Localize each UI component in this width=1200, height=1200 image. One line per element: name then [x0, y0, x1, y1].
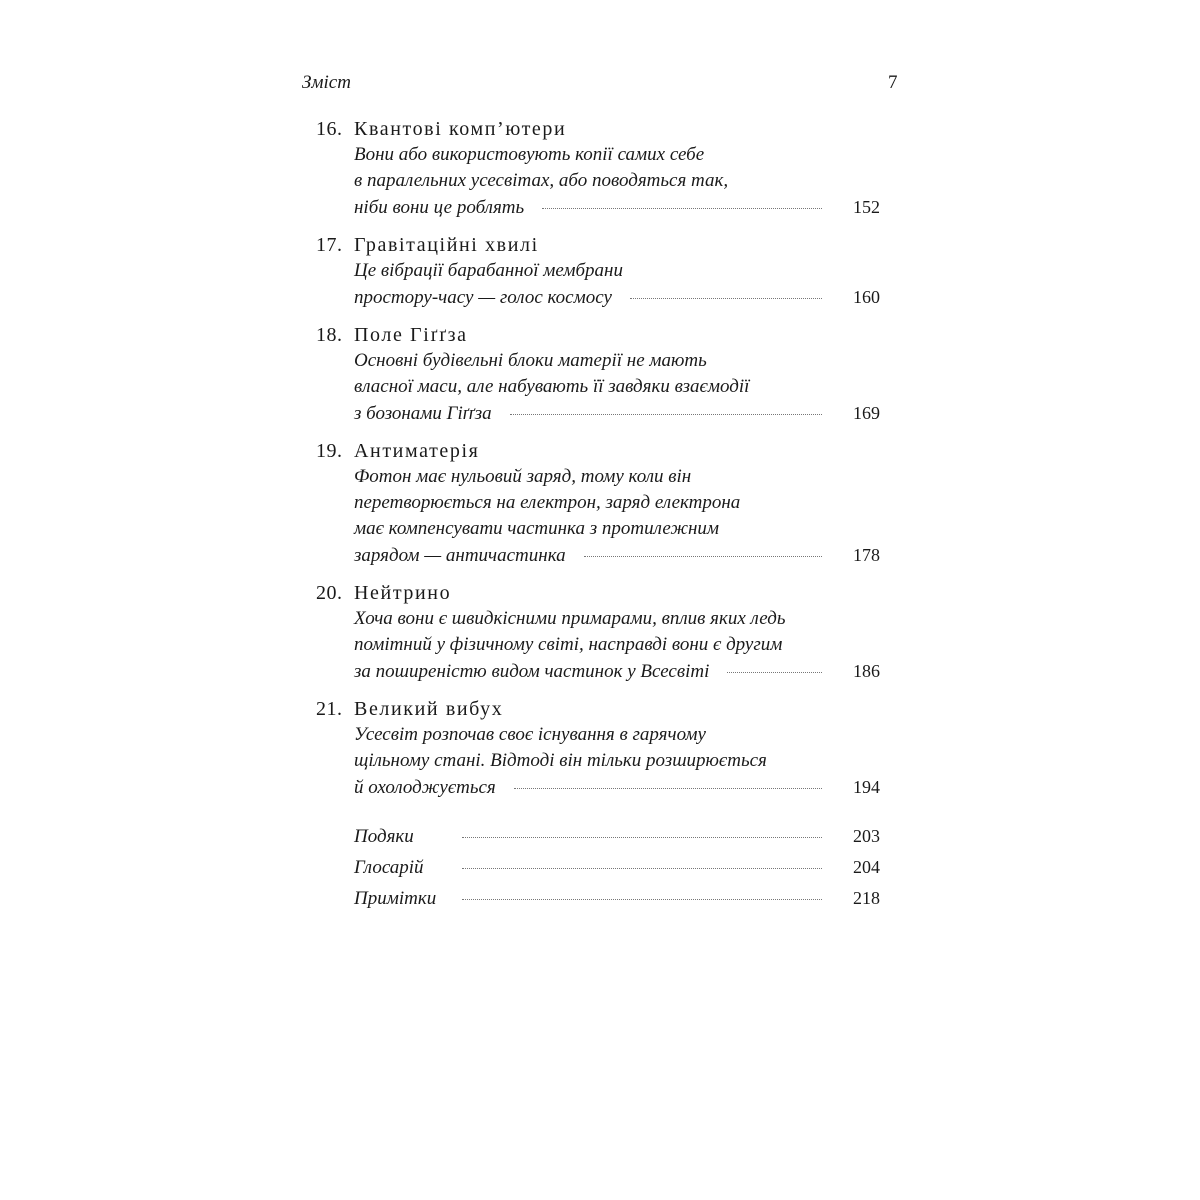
chapter-title: Антиматерія	[354, 440, 480, 462]
chapter-heading	[316, 580, 880, 606]
running-head: Зміст	[302, 72, 351, 93]
page-reference[interactable]: 169	[853, 403, 880, 423]
page-reference[interactable]: 194	[853, 777, 880, 797]
dot-leader	[584, 556, 822, 557]
toc-entry-chapter-16[interactable]	[316, 116, 880, 221]
description-line: власної маси, але набувають її завдяки взаємодії	[354, 376, 750, 397]
chapter-heading	[316, 322, 880, 348]
chapter-heading	[316, 438, 880, 464]
description-last-line	[354, 284, 880, 311]
page-reference[interactable]: 178	[853, 545, 880, 565]
dot-leader	[630, 298, 822, 299]
page-reference[interactable]: 203	[853, 826, 880, 846]
toc-entry-chapter-17[interactable]	[316, 232, 880, 311]
dot-leader	[727, 672, 822, 673]
backmatter-label: Глосарій	[354, 857, 424, 878]
description-line: Хоча вони є швидкісними примарами, вплив яких ледь	[354, 608, 786, 629]
chapter-number: 20.	[316, 582, 343, 604]
backmatter-list	[354, 826, 880, 919]
backmatter-label: Примітки	[354, 888, 437, 909]
description-line: Це вібрації барабанної мембрани	[354, 260, 623, 281]
description-line: за поширеністю видом частинок у Всесвіті	[354, 661, 710, 682]
chapter-description	[354, 258, 880, 311]
chapter-number: 16.	[316, 118, 343, 140]
dot-leader	[462, 899, 822, 900]
chapter-heading	[316, 696, 880, 722]
toc-entry-acknowledgements[interactable]	[354, 826, 880, 857]
toc-entry-notes[interactable]	[354, 888, 880, 919]
toc-entry-chapter-20[interactable]	[316, 580, 880, 685]
description-line: ніби вони це роблять	[354, 197, 525, 218]
page-reference[interactable]: 218	[853, 888, 880, 908]
chapter-title: Гравітаційні хвилі	[354, 234, 539, 256]
chapter-number: 18.	[316, 324, 343, 346]
page-number: 7	[888, 72, 898, 93]
page-reference[interactable]: 186	[853, 661, 880, 681]
description-line: щільному стані. Відтоді він тільки розширюється	[354, 750, 767, 771]
page-reference[interactable]: 152	[853, 197, 880, 217]
description-line: простору-часу — голос космосу	[354, 287, 612, 308]
chapter-title: Великий вибух	[354, 698, 504, 720]
chapter-number: 17.	[316, 234, 343, 256]
description-line: з бозонами Гіґґза	[354, 403, 492, 424]
chapter-heading	[316, 116, 880, 142]
description-last-line	[354, 774, 880, 801]
dot-leader	[542, 208, 822, 209]
dot-leader	[462, 868, 822, 869]
chapter-description	[354, 606, 880, 685]
chapter-description	[354, 464, 880, 569]
description-last-line	[354, 542, 880, 569]
page-reference[interactable]: 204	[853, 857, 880, 877]
description-line: зарядом — античастинка	[354, 545, 566, 566]
chapter-title: Квантові комп’ютери	[354, 118, 567, 140]
description-line: Усесвіт розпочав своє існування в гарячому	[354, 724, 706, 745]
chapter-title: Поле Гіґґза	[354, 324, 468, 346]
description-line: в паралельних усесвітах, або поводяться так,	[354, 170, 729, 191]
dot-leader	[510, 414, 822, 415]
description-line: має компенсувати частинка з протилежним	[354, 518, 720, 539]
toc-entry-chapter-19[interactable]	[316, 438, 880, 569]
chapter-description	[354, 722, 880, 801]
toc-entry-chapter-18[interactable]	[316, 322, 880, 427]
description-line: помітний у фізичному світі, насправді вони є другим	[354, 634, 783, 655]
description-line: Вони або використовують копії самих себе	[354, 144, 705, 165]
toc-entry-chapter-21[interactable]	[316, 696, 880, 801]
description-line: Фотон має нульовий заряд, тому коли він	[354, 466, 692, 487]
toc-entry-glossary[interactable]	[354, 857, 880, 888]
chapter-description	[354, 142, 880, 221]
description-last-line	[354, 400, 880, 427]
description-line: Основні будівельні блоки матерії не мають	[354, 350, 707, 371]
description-line: й охолоджується	[354, 777, 496, 798]
description-last-line	[354, 658, 880, 685]
chapter-number: 19.	[316, 440, 343, 462]
chapter-heading	[316, 232, 880, 258]
page-reference[interactable]: 160	[853, 287, 880, 307]
backmatter-label: Подяки	[354, 826, 414, 847]
chapter-description	[354, 348, 880, 427]
description-line: перетворюється на електрон, заряд електрона	[354, 492, 741, 513]
chapter-number: 21.	[316, 698, 343, 720]
dot-leader	[514, 788, 822, 789]
dot-leader	[462, 837, 822, 838]
chapter-title: Нейтрино	[354, 582, 452, 604]
description-last-line	[354, 194, 880, 221]
